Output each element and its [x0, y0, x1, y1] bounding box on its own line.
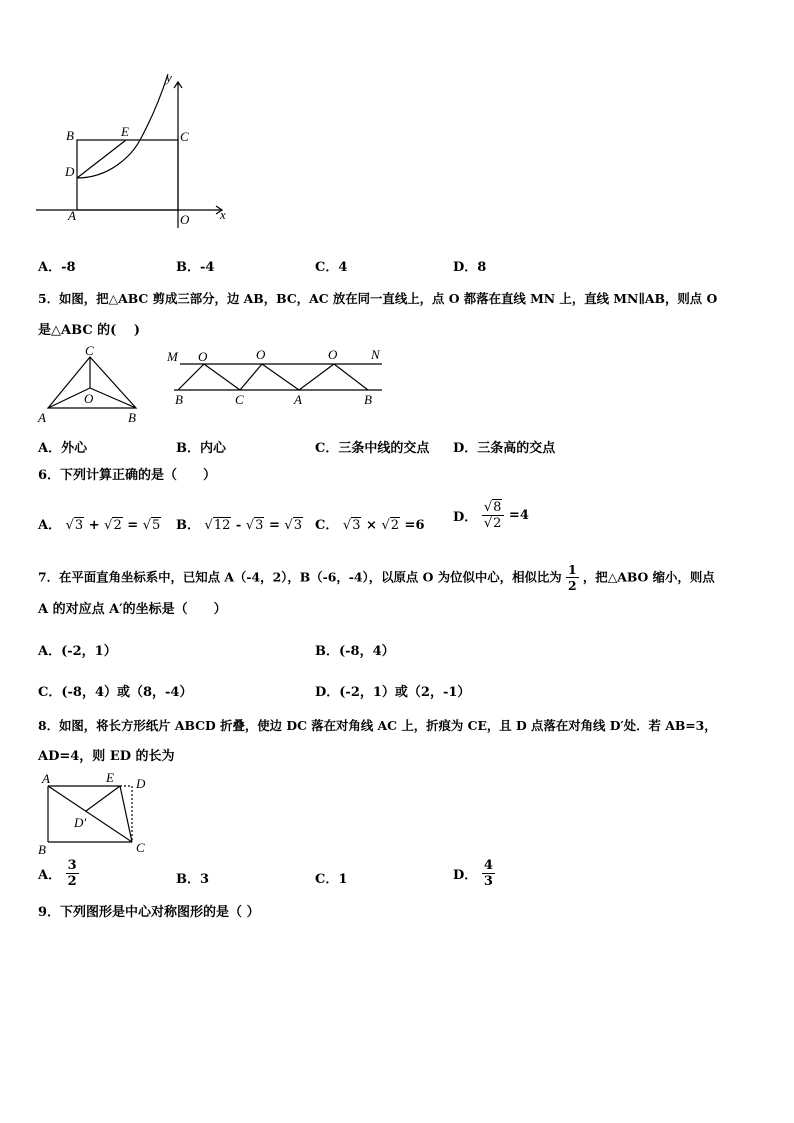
q6-c-radical-2: √2 — [381, 518, 400, 533]
q5-right-label-n: N — [371, 347, 380, 362]
q4-option-c[interactable]: C．4 — [315, 260, 348, 275]
q6-a-label: A． — [38, 518, 62, 533]
q5-right-label-m: M — [167, 349, 178, 364]
q6-option-b[interactable] — [176, 514, 303, 533]
q6-b-equals: = — [268, 518, 280, 533]
fig4-label-x: x — [220, 207, 226, 222]
q8-label-b: B — [38, 842, 46, 856]
q6-b-radical-2: √3 — [245, 518, 264, 533]
q6-b-radical-1: √12 — [204, 518, 231, 533]
q5-option-a[interactable]: A．外心 — [38, 441, 88, 456]
q5-left-label-a: A — [38, 410, 46, 425]
q6-a-equals: = — [127, 518, 139, 533]
q5-stem-line2: 是△ABC 的( ) — [38, 323, 141, 338]
fig4-label-y: y — [166, 70, 172, 85]
q8-label-c: C — [136, 840, 145, 855]
q6-a-radical-2: √2 — [104, 518, 122, 533]
q6-c-label: C． — [315, 518, 339, 533]
q8-stem-line2: AD=4，则 ED 的长为 — [38, 749, 175, 764]
q6-option-c[interactable] — [315, 514, 425, 533]
q5-right-label-o3: O — [328, 347, 338, 362]
q4-option-a[interactable]: A．-8 — [38, 260, 76, 275]
q5-left-label-c: C — [85, 344, 94, 358]
q5-option-c[interactable]: C．三条中线的交点 — [315, 441, 430, 456]
q6-option-d[interactable] — [453, 500, 529, 531]
q6-a-plus: + — [88, 518, 100, 533]
q5-right-label-o2: O — [256, 347, 266, 362]
fig4-label-e: E — [121, 124, 129, 139]
q8-a-fraction: $\frac{3}{2}$ — [67, 858, 77, 889]
q5-stem-line1: 5．如图，把△ABC 剪成三部分，边 AB，BC，AC 放在同一直线上，点 O 都落在直线 MN 上，直线 MN∥AB，则点 O — [38, 291, 718, 306]
q4-option-b[interactable]: B．-4 — [176, 260, 215, 275]
q8-stem-line1: 8．如图，将长方形纸片 ABCD 折叠，使边 DC 落在对角线 AC 上，折痕为 CE，且 D 点落在对角线 D′处．若 AB=3， — [38, 718, 717, 733]
q8-option-a[interactable]: A． $\frac{3}{2}$ — [38, 858, 77, 889]
q8-label-e: E — [106, 770, 114, 785]
q5-left-label-o: O — [84, 391, 94, 406]
q8-label-dprime: D′ — [74, 815, 87, 830]
fig4-label-o: O — [180, 212, 190, 227]
q6-option-a[interactable] — [38, 514, 161, 533]
q5-right-label-b1: B — [175, 392, 183, 407]
q5-left-label-b: B — [128, 410, 136, 425]
q7-option-c[interactable]: C．(-8，4）或（8，-4） — [38, 685, 193, 700]
q6-d-fraction: $\frac{√8}{√2}$ — [482, 500, 505, 531]
q8-option-b[interactable]: B．3 — [176, 872, 210, 887]
fig4-label-d: D — [65, 164, 75, 179]
q7-option-b[interactable]: B．(-8，4） — [315, 644, 395, 659]
q4-option-d[interactable]: D．8 — [453, 260, 487, 275]
q5-option-b[interactable]: B．内心 — [176, 441, 226, 456]
q8-label-a: A — [42, 771, 50, 786]
q8-label-d: D — [136, 776, 146, 791]
q8-d-fraction: $\frac{4}{3}$ — [483, 858, 493, 889]
q8-option-d[interactable]: D． $\frac{4}{3}$ — [453, 858, 493, 889]
q5-right-label-b2: B — [364, 392, 372, 407]
q8-figure-rectangle — [34, 770, 158, 856]
q6-b-label: B． — [176, 518, 200, 533]
q7-option-a[interactable]: A．(-2，1） — [38, 644, 117, 659]
q6-c-equals: =6 — [404, 518, 425, 533]
q5-right-label-a: A — [294, 392, 302, 407]
q9-stem: 9．下列图形是中心对称图形的是（ ） — [38, 905, 260, 920]
q5-right-label-o1: O — [198, 349, 208, 364]
q7-option-d[interactable]: D．(-2，1）或（2，-1） — [315, 685, 471, 700]
q6-b-radical-3: √3 — [284, 518, 302, 533]
q7-ratio-fraction: $\frac{1}{2}$ — [567, 562, 577, 593]
fig4-label-a: A — [68, 208, 76, 223]
q6-d-label: D． — [453, 510, 478, 525]
q6-stem: 6．下列计算正确的是（ ） — [38, 468, 217, 483]
q6-c-radical-1: √3 — [342, 518, 361, 533]
q6-b-minus: - — [235, 518, 242, 533]
question4-figure — [30, 70, 240, 230]
q5-right-label-c: C — [235, 392, 244, 407]
fig4-label-c: C — [180, 129, 189, 144]
q6-d-equals: =4 — [508, 508, 529, 523]
q7-stem-line1: 7．在平面直角坐标系中，已知点 A（-4，2），B（-6，-4），以原点 O 为位似中心，相似比为 $\frac{1}{2}$ ，把△ABO 缩小，则点 — [38, 562, 715, 593]
q6-a-radical-3: √5 — [142, 518, 161, 533]
q7-stem-line2: A 的对应点 A′的坐标是（ ） — [38, 602, 227, 617]
q8-option-c[interactable]: C．1 — [315, 872, 348, 887]
fig4-label-b: B — [66, 128, 74, 143]
q6-c-times: × — [366, 518, 377, 533]
q5-figure-triangle — [34, 344, 150, 428]
q6-a-radical-1: √3 — [65, 518, 84, 533]
q5-figure-strip — [164, 345, 394, 409]
q5-option-d[interactable]: D．三条高的交点 — [453, 441, 556, 456]
